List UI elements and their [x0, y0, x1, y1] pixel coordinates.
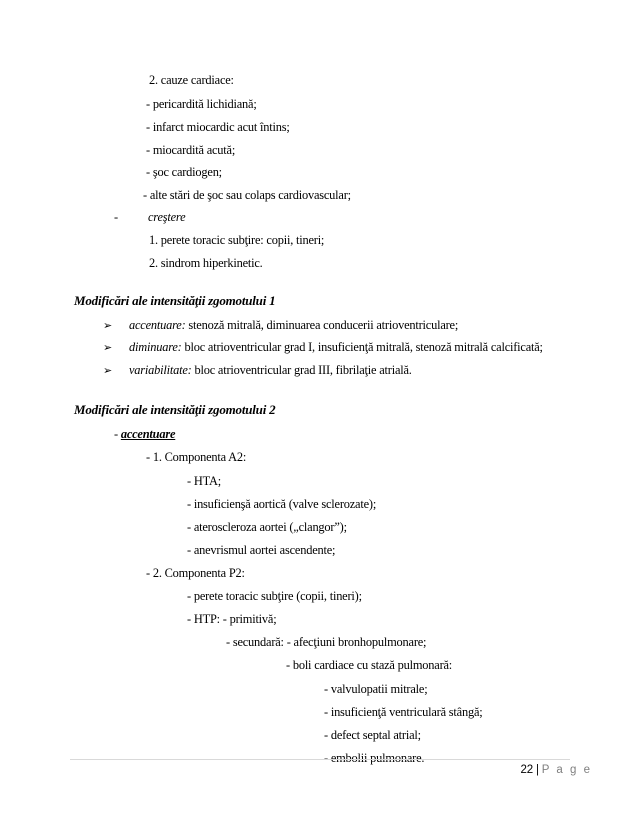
list-item: - anevrismul aortei ascendente;	[187, 543, 336, 557]
list-item: - alte stări de şoc sau colaps cardiovascular;	[143, 188, 351, 202]
list-item: - miocardită acută;	[146, 143, 236, 157]
list-item: - embolii pulmonare.	[324, 751, 425, 765]
list-dash: -	[114, 210, 118, 224]
list-item: - insuficienţă ventriculară stângă;	[324, 705, 483, 719]
bullet-term: diminuare:	[129, 340, 182, 354]
list-item: - insuficienşă aortică (valve sclerozate);	[187, 497, 377, 511]
list-item-increase	[114, 209, 185, 225]
list-item-cardiac-causes: 2. cauze cardiace:	[149, 73, 234, 87]
list-item: - infarct miocardic acut întins;	[146, 120, 290, 134]
bullet-text: bloc atrioventricular grad III, fibrilaţie atrială.	[191, 363, 412, 377]
bullet-item-diminuare	[103, 339, 543, 356]
footer-divider	[70, 759, 570, 760]
list-item: - HTA;	[187, 474, 221, 488]
accentuare-label: accentuare	[120, 427, 176, 441]
footer-separator: |	[535, 764, 539, 776]
list-dash: -	[114, 427, 121, 441]
list-item: - defect septal atrial;	[324, 728, 421, 742]
arrow-bullet-icon: ➢	[103, 364, 113, 377]
bullet-text: bloc atrioventricular grad I, insuficienţă mitrală, stenoză mitrală calcificată;	[181, 340, 543, 354]
bullet-term: accentuare:	[129, 318, 186, 332]
list-item: - ateroscleroza aortei („clangor”);	[187, 520, 347, 534]
bullet-item-variabilitate	[103, 362, 412, 379]
list-item: - pericardită lichidiană;	[146, 97, 257, 111]
section-heading-s2: Modificări ale intensităţii zgomotului 2	[74, 402, 276, 417]
bullet-term: variabilitate:	[129, 363, 192, 377]
bullet-text: stenoză mitrală, diminuarea conducerii atrioventriculare;	[185, 318, 459, 332]
list-item: - şoc cardiogen;	[146, 165, 222, 179]
bullet-item-accentuare	[103, 317, 458, 334]
list-item: - perete toracic subţire (copii, tineri);	[187, 589, 362, 603]
arrow-bullet-icon: ➢	[103, 341, 113, 354]
list-item: - valvulopatii mitrale;	[324, 682, 428, 696]
list-item: 2. sindrom hiperkinetic.	[149, 256, 263, 270]
list-item: - secundară: - afecţiuni bronhopulmonare;	[226, 635, 427, 649]
list-item-accentuare	[114, 426, 175, 442]
list-item-component-p2: - 2. Componenta P2:	[146, 566, 245, 580]
list-item-label: creştere	[148, 210, 186, 224]
page-footer	[480, 764, 592, 776]
list-item: 1. perete toracic subţire: copii, tineri;	[149, 233, 325, 247]
arrow-bullet-icon: ➢	[103, 319, 113, 332]
page-label: P a g e	[541, 764, 592, 776]
list-item-component-a2: - 1. Componenta A2:	[146, 450, 247, 464]
page-number: 22	[520, 764, 533, 776]
list-item: - boli cardiace cu stază pulmonară:	[286, 658, 453, 672]
list-item: - HTP: - primitivă;	[187, 612, 277, 626]
section-heading-s1: Modificări ale intensităţii zgomotului 1	[74, 293, 276, 308]
